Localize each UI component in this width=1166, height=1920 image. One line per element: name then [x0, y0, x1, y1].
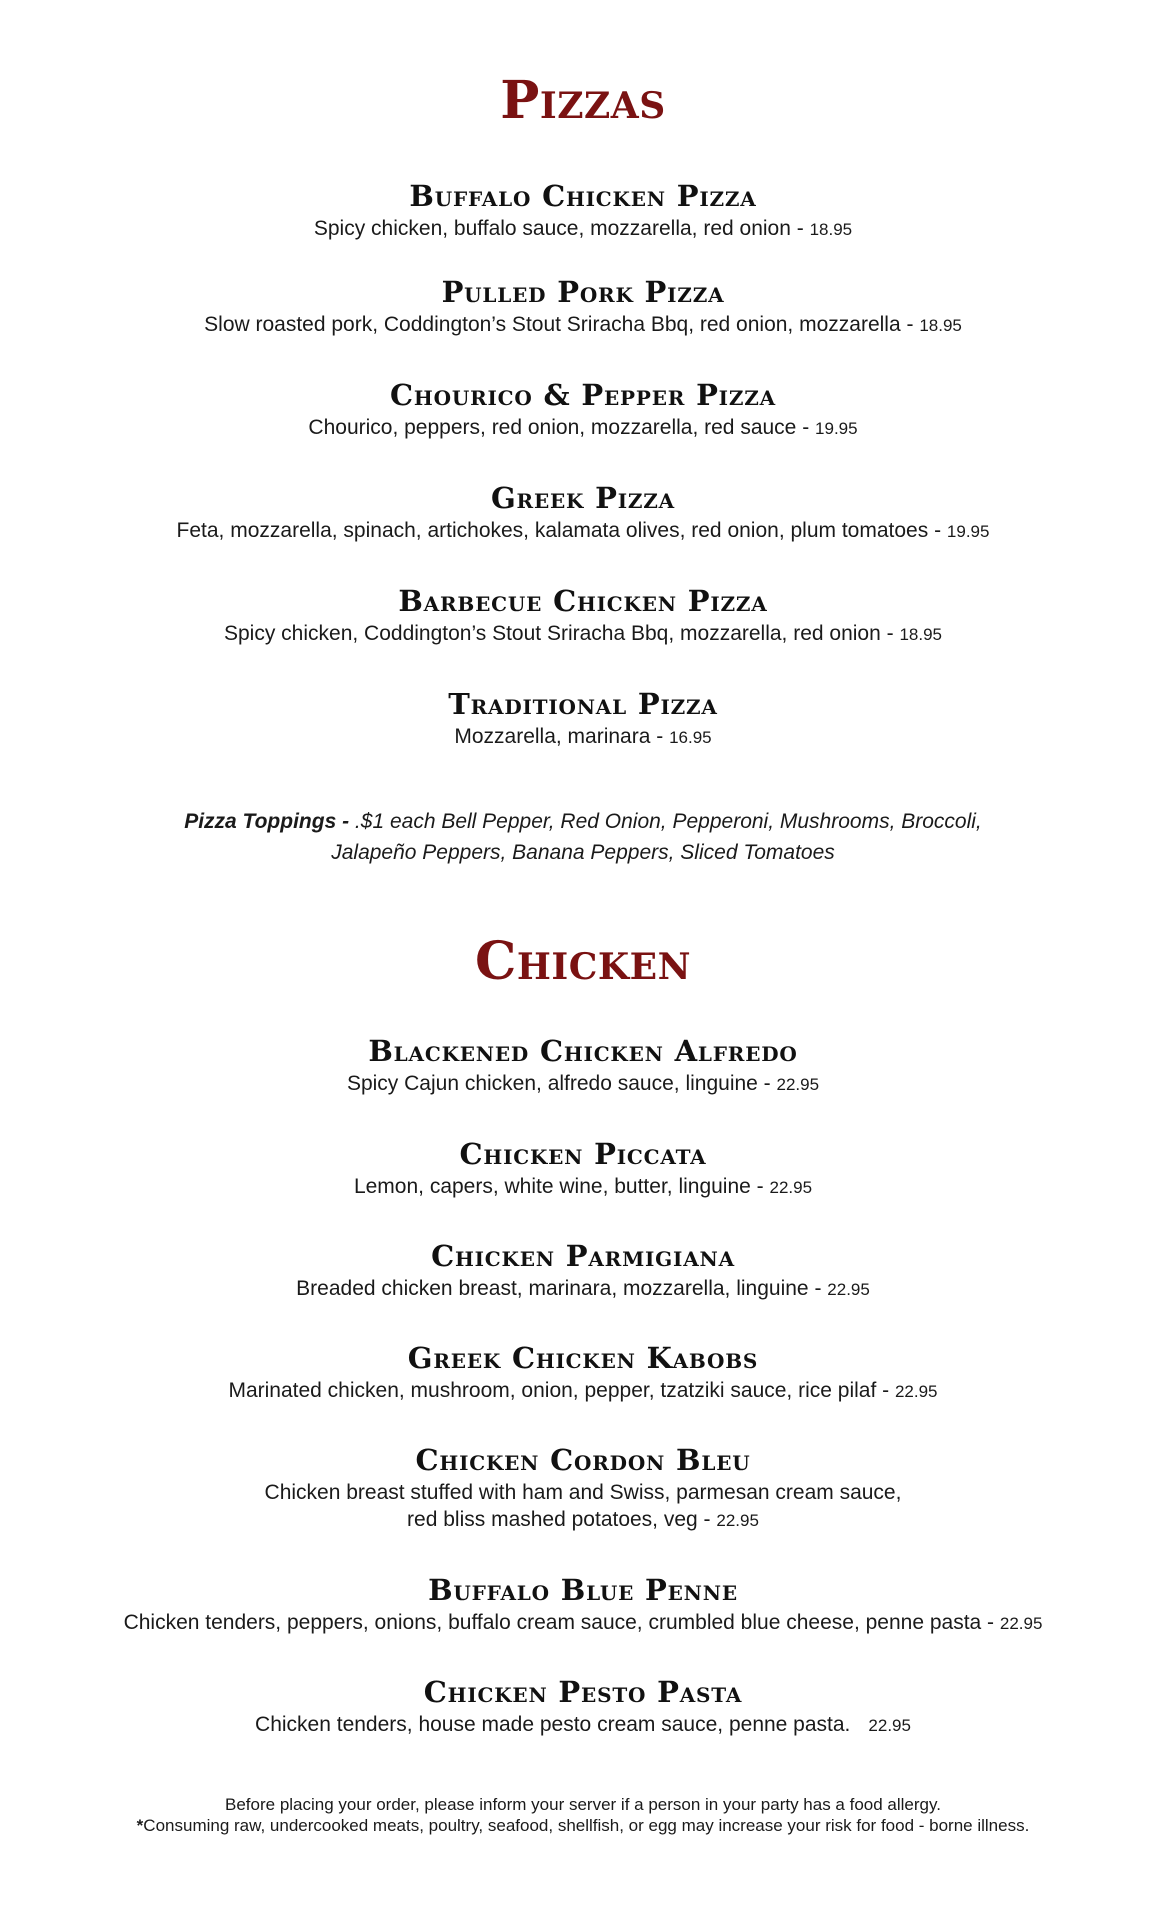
- item-price: 22.95: [827, 1280, 870, 1299]
- menu-item: [0, 378, 1166, 442]
- item-name: Barbecue Chicken Pizza: [398, 584, 768, 618]
- item-name: Chourico & Pepper Pizza: [390, 378, 776, 412]
- menu-item: [0, 275, 1166, 339]
- item-description: Mozzarella, marinara - 16.95: [454, 725, 712, 748]
- item-name: Pulled Pork Pizza: [441, 275, 725, 309]
- item-price: 18.95: [899, 625, 943, 644]
- item-name: Buffalo Blue Penne: [428, 1573, 738, 1607]
- item-description: Spicy chicken, Coddington’s Stout Sriracha Bbq, mozzarella, red onion - 18.95: [223, 622, 943, 645]
- item-price: 22.95: [776, 1075, 820, 1094]
- item-price: 22.95: [769, 1178, 813, 1197]
- item-name: Greek Chicken Kabobs: [407, 1341, 759, 1375]
- menu-item: [0, 1034, 1166, 1098]
- item-description: Spicy chicken, buffalo sauce, mozzarella, red onion - 18.95: [313, 217, 853, 240]
- menu-item: [0, 1341, 1166, 1405]
- section-pizzas: [0, 70, 1166, 131]
- menu-item: [0, 1137, 1166, 1201]
- item-description: Spicy Cajun chicken, alfredo sauce, linguine - 22.95: [346, 1072, 820, 1095]
- section-title: Pizzas: [500, 70, 666, 131]
- item-name: Chicken Parmigiana: [431, 1239, 735, 1273]
- item-price: 22.95: [868, 1716, 911, 1735]
- menu-item: [0, 1239, 1166, 1303]
- menu-item: [0, 1443, 1166, 1534]
- section-chicken: [0, 931, 1166, 992]
- item-name: Traditional Pizza: [448, 687, 718, 721]
- item-description: Chicken tenders, house made pesto cream sauce, penne pasta. 22.95: [255, 1713, 911, 1736]
- item-description: Chicken tenders, peppers, onions, buffalo cream sauce, crumbled blue cheese, penne pasta - 22.95: [123, 1611, 1043, 1634]
- toppings-line-2: Jalapeño Peppers, Banana Peppers, Sliced Tomatoes: [331, 841, 835, 864]
- item-description: Chicken breast stuffed with ham and Swiss, parmesan cream sauce,: [264, 1481, 902, 1504]
- item-description: Marinated chicken, mushroom, onion, pepper, tzatziki sauce, rice pilaf - 22.95: [228, 1379, 938, 1402]
- menu-item: [0, 1675, 1166, 1739]
- consumption-warning: *Consuming raw, undercooked meats, poultry, seafood, shellfish, or egg may increase your risk for food - borne illness.: [136, 1816, 1030, 1835]
- item-description: Breaded chicken breast, marinara, mozzarella, linguine - 22.95: [296, 1277, 870, 1300]
- item-price: 19.95: [946, 522, 990, 541]
- item-name: Greek Pizza: [490, 481, 676, 515]
- item-description: Slow roasted pork, Coddington’s Stout Sriracha Bbq, red onion, mozzarella - 18.95: [204, 313, 962, 336]
- toppings-label: Pizza Toppings -: [184, 810, 350, 833]
- item-name: Chicken Pesto Pasta: [423, 1675, 743, 1709]
- item-name: Buffalo Chicken Pizza: [409, 179, 757, 213]
- section-title: Chicken: [474, 931, 692, 992]
- item-name: Chicken Piccata: [459, 1137, 707, 1171]
- allergy-notice-line: Before placing your order, please inform your server if a person in your party has a food allergy.: [225, 1795, 941, 1814]
- menu-item: [0, 179, 1166, 243]
- item-name: Blackened Chicken Alfredo: [368, 1034, 798, 1068]
- item-price: 22.95: [999, 1614, 1043, 1633]
- item-name: Chicken Cordon Bleu: [415, 1443, 751, 1477]
- menu-item: [0, 1573, 1166, 1637]
- toppings-line-1: Pizza Toppings - .$1 each Bell Pepper, Red Onion, Pepperoni, Mushrooms, Broccoli,: [184, 810, 982, 833]
- item-price: 18.95: [919, 316, 962, 335]
- item-description-continued: red bliss mashed potatoes, veg - 22.95: [407, 1508, 759, 1531]
- item-description: Lemon, capers, white wine, butter, linguine - 22.95: [353, 1175, 813, 1198]
- pizza-toppings-note: [0, 806, 1166, 868]
- item-price: 18.95: [809, 220, 853, 239]
- item-price: 16.95: [669, 728, 712, 747]
- item-price: 22.95: [894, 1382, 938, 1401]
- item-price: 19.95: [815, 419, 858, 438]
- allergy-notice: [0, 1794, 1166, 1836]
- menu-item: [0, 687, 1166, 751]
- item-description: Chourico, peppers, red onion, mozzarella, red sauce - 19.95: [308, 416, 858, 439]
- item-price: 22.95: [716, 1511, 759, 1530]
- menu-item: [0, 481, 1166, 545]
- item-description: Feta, mozzarella, spinach, artichokes, kalamata olives, red onion, plum tomatoes - 19.95: [176, 519, 990, 542]
- menu-item: [0, 584, 1166, 648]
